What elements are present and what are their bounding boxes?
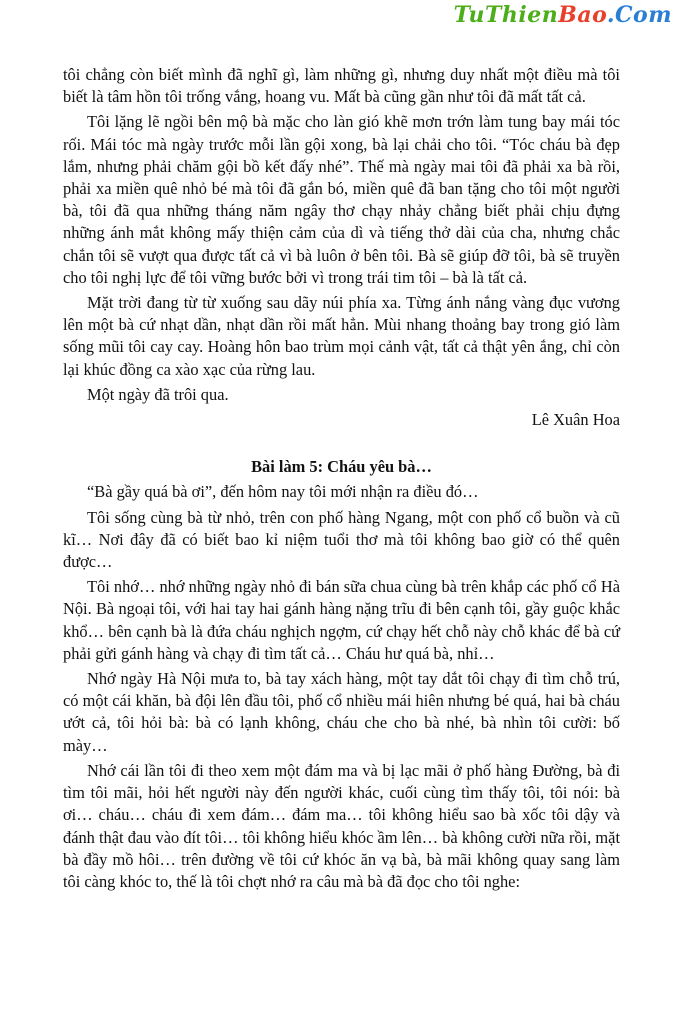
site-watermark-logo (454, 2, 672, 28)
paragraph: Tôi lặng lẽ ngồi bên mộ bà mặc cho làn gió khẽ mơn trớn làm tung bay mái tóc rối. Mái tóc mà ngày trước mỗi lần gội xong, bà lại chải cho tôi. “Tóc cháu bà đẹp lắm, nhưng phải chăm gội bồ kết đấy nhé”. Thế mà ngày mai tôi đã phải xa bà rồi, phải xa miền quê nhỏ bé mà tôi đã gắn bó, miền quê đã ban tặng cho tôi một người bà, tôi đã qua những tháng năm ngây thơ chạy nhảy chẳng biết phải chịu đựng những ánh mắt không mấy thiện cảm của dì và tiếng thở dài của cha, nhưng chắc chắn tôi sẽ vượt qua được tất cả vì bà luôn ở bên tôi. Bà sẽ giúp đỡ tôi, bà sẽ truyền cho tôi nghị lực để tôi vững bước bởi vì trong trái tim tôi – bà là tất cả. (63, 112, 620, 287)
watermark-part-1: TuThien (453, 2, 559, 28)
watermark-part-3: .Com (606, 2, 672, 28)
paragraph: Nhớ cái lần tôi đi theo xem một đám ma và bị lạc mãi ở phố hàng Đường, bà đi tìm tôi mãi, hỏi hết người này đến người khác, cuối cùng tìm thấy tôi, tôi nói: bà ơi… cháu… cháu đi xem đám… đám ma… tôi không hiểu sao bà xốc tôi dậy và đánh thật đau vào đít tôi… tôi không hiểu khóc ầm lên… bà không cười nữa rồi, mặt bà đầy mồ hôi… trên đường về tôi cứ khóc ăn vạ bà, bà mãi không quay sang làm tôi càng khóc to, thế là tôi chợt nhớ ra câu mà bà đã đọc cho tôi nghe: (63, 760, 620, 891)
paragraph: “Bà gầy quá bà ơi”, đến hôm nay tôi mới nhận ra điều đó… (87, 482, 479, 502)
paragraph: Tôi nhớ… nhớ những ngày nhỏ đi bán sữa chua cùng bà trên khắp các phố cổ Hà Nội. Bà ngoại tôi, với hai tay hai gánh hàng nặng trĩu đi bên cạnh tôi, gầy guộc khắc khổ… bên cạnh bà là đứa cháu nghịch ngợm, cứ chạy hết chỗ này chỗ khác để bà cứ phải gửi gánh hàng và chạy đi tìm tất cả… Cháu hư quá bà, nhỉ… (63, 577, 620, 663)
paragraph: Nhớ ngày Hà Nội mưa to, bà tay xách hàng, một tay dắt tôi chạy đi tìm chỗ trú, có một cái khăn, bà đội lên đầu tôi, phố cổ nhiều mái hiên nhưng bé quá, hai bà cháu ướt cả, tôi hỏi bà: bà có lạnh không, cháu che cho bà nhé, bà nhìn tôi cười: bố mày… (63, 669, 620, 755)
paragraph: Tôi sống cùng bà từ nhỏ, trên con phố hàng Ngang, một con phố cổ buồn và cũ kĩ… Nơi đây đã có biết bao kỉ niệm tuổi thơ mà tôi không bao giờ có thể quên được… (63, 507, 620, 572)
paragraph: tôi chẳng còn biết mình đã nghĩ gì, làm những gì, nhưng duy nhất một điều mà tôi biết là tâm hồn tôi trống vắng, hoang vu. Mất bà cũng gần như tôi đã mất tất cả. (63, 65, 620, 107)
paragraph: Mặt trời đang từ từ xuống sau dãy núi phía xa. Từng ánh nắng vàng đục vương lên một bà cứ nhạt dần, nhạt dần rồi mất hẳn. Mùi nhang thoảng bay trong gió làm sống mũi tôi cay cay. Hoàng hôn bao trùm mọi cảnh vật, tất cả thật yên ắng, chỉ còn lại khúc đồng ca xào xạc của rừng lau. (63, 293, 620, 379)
paragraph: Một ngày đã trôi qua. (87, 384, 229, 404)
author-signature: Lê Xuân Hoa (531, 410, 620, 430)
page-body (63, 64, 620, 893)
section-title: Bài làm 5: Cháu yêu bà… (251, 457, 432, 477)
watermark-part-2: Bao (558, 2, 607, 28)
